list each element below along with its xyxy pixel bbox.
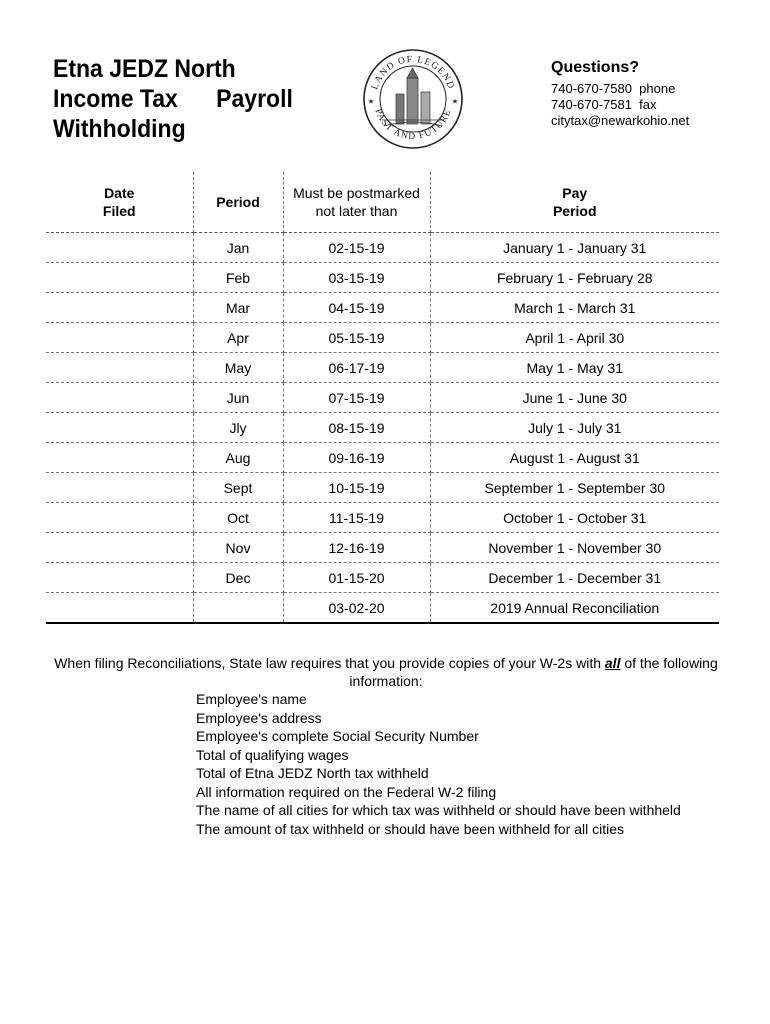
withholding-schedule-table — [46, 172, 719, 624]
cell-period: Apr — [193, 323, 283, 353]
cell-period: Feb — [193, 263, 283, 293]
cell-pay-period: 2019 Annual Reconciliation — [430, 593, 719, 624]
cell-period: Jun — [193, 383, 283, 413]
cell-date-filed[interactable] — [46, 323, 193, 353]
cell-date-filed[interactable] — [46, 473, 193, 503]
title-line-3: Withholding — [53, 115, 186, 143]
table-row — [46, 293, 719, 323]
table-row — [46, 473, 719, 503]
contact-phone: 740-670-7580 phone — [551, 81, 676, 96]
document-title — [53, 54, 311, 144]
header-date-filed: Date Filed — [46, 172, 193, 233]
header-pay-period: Pay Period — [430, 172, 719, 233]
cell-postmark: 01-15-20 — [283, 563, 430, 593]
cell-postmark: 11-15-19 — [283, 503, 430, 533]
table-row — [46, 233, 719, 263]
cell-postmark: 12-16-19 — [283, 533, 430, 563]
cell-postmark: 08-15-19 — [283, 413, 430, 443]
contact-email[interactable]: citytax@newarkohio.net — [551, 113, 690, 128]
list-item: Employee's address — [196, 709, 322, 726]
table-row — [46, 443, 719, 473]
cell-date-filed[interactable] — [46, 383, 193, 413]
cell-date-filed[interactable] — [46, 443, 193, 473]
table-row — [46, 593, 719, 624]
cell-period: Aug — [193, 443, 283, 473]
city-seal-logo — [362, 48, 464, 150]
cell-period: Sept — [193, 473, 283, 503]
contact-heading: Questions? — [551, 59, 640, 76]
cell-postmark: 03-02-20 — [283, 593, 430, 624]
cell-period: Nov — [193, 533, 283, 563]
cell-pay-period: April 1 - April 30 — [430, 323, 719, 353]
table-row — [46, 413, 719, 443]
cell-date-filed[interactable] — [46, 263, 193, 293]
cell-period — [193, 593, 283, 624]
title-line-2: Income Tax Payroll — [53, 85, 293, 113]
cell-period: Mar — [193, 293, 283, 323]
cell-postmark: 03-15-19 — [283, 263, 430, 293]
cell-date-filed[interactable] — [46, 233, 193, 263]
cell-postmark: 06-17-19 — [283, 353, 430, 383]
note-emphasis: all — [604, 655, 621, 671]
list-item: Employee's complete Social Security Number — [196, 728, 479, 744]
list-item: Employee's name — [196, 691, 307, 707]
cell-pay-period: December 1 - December 31 — [430, 563, 719, 593]
list-item: Total of Etna JEDZ North tax withheld — [196, 765, 429, 781]
svg-text:LAND OF LEGEND: LAND OF LEGEND — [370, 54, 456, 92]
cell-date-filed[interactable] — [46, 503, 193, 533]
cell-period: Dec — [193, 563, 283, 593]
cell-period: Jan — [193, 233, 283, 263]
list-item: The name of all cities for which tax was withheld or should have been withheld — [196, 802, 681, 818]
table-row — [46, 323, 719, 353]
table-header-row — [46, 172, 719, 233]
reconciliation-note: When filing Reconciliations, State law requires that you provide copies of your W-2s with all of the following information: — [54, 655, 718, 689]
table-row — [46, 383, 719, 413]
contact-block — [551, 60, 689, 129]
cell-pay-period: January 1 - January 31 — [430, 233, 719, 263]
cell-pay-period: September 1 - September 30 — [430, 473, 719, 503]
table-row — [46, 563, 719, 593]
cell-date-filed[interactable] — [46, 413, 193, 443]
table-row — [46, 503, 719, 533]
cell-postmark: 02-15-19 — [283, 233, 430, 263]
cell-pay-period: October 1 - October 31 — [430, 503, 719, 533]
table-row — [46, 263, 719, 293]
cell-period: Jly — [193, 413, 283, 443]
cell-period: May — [193, 353, 283, 383]
cell-date-filed[interactable] — [46, 563, 193, 593]
table-row — [46, 533, 719, 563]
cell-date-filed[interactable] — [46, 593, 193, 624]
cell-date-filed[interactable] — [46, 353, 193, 383]
title-line-1: Etna JEDZ North — [53, 55, 236, 83]
list-item: Total of qualifying wages — [196, 746, 349, 763]
requirements-list — [196, 690, 681, 838]
table-row — [46, 353, 719, 383]
cell-postmark: 10-15-19 — [283, 473, 430, 503]
cell-date-filed[interactable] — [46, 293, 193, 323]
svg-text:PAST AND FUTURE: PAST AND FUTURE — [372, 107, 454, 143]
cell-pay-period: March 1 - March 31 — [430, 293, 719, 323]
cell-pay-period: November 1 - November 30 — [430, 533, 719, 563]
cell-pay-period: June 1 - June 30 — [430, 383, 719, 413]
header-period: Period — [193, 172, 283, 233]
cell-pay-period: February 1 - February 28 — [430, 263, 719, 293]
cell-pay-period: July 1 - July 31 — [430, 413, 719, 443]
contact-fax: 740-670-7581 fax — [551, 97, 657, 112]
cell-postmark: 05-15-19 — [283, 323, 430, 353]
cell-postmark: 07-15-19 — [283, 383, 430, 413]
cell-pay-period: August 1 - August 31 — [430, 443, 719, 473]
list-item: The amount of tax withheld or should have been withheld for all cities — [196, 820, 625, 837]
cell-date-filed[interactable] — [46, 533, 193, 563]
cell-postmark: 04-15-19 — [283, 293, 430, 323]
cell-pay-period: May 1 - May 31 — [430, 353, 719, 383]
cell-period: Oct — [193, 503, 283, 533]
list-item: All information required on the Federal W-2 filing — [196, 783, 497, 800]
header-postmark: Must be postmarked not later than — [283, 172, 430, 233]
cell-postmark: 09-16-19 — [283, 443, 430, 473]
